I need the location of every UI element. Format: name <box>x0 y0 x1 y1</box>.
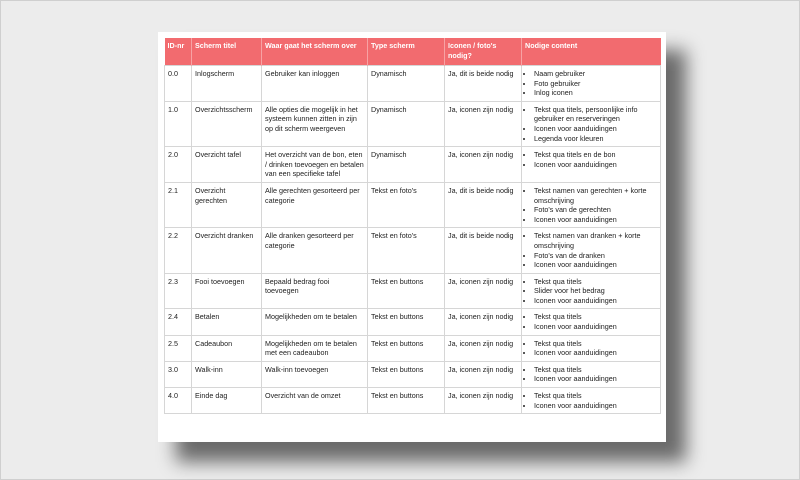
cell-content <box>522 66 661 102</box>
cell-screen-type: Tekst en buttons <box>368 309 445 335</box>
content-list-item: • Tekst namen van gerechten + korte omschrijving <box>534 186 657 205</box>
content-list-item: • Iconen voor aanduidingen <box>534 160 657 170</box>
cell-content <box>522 361 661 387</box>
cell-screen-type: Tekst en buttons <box>368 361 445 387</box>
cell-screen-type: Tekst en foto's <box>368 182 445 227</box>
content-list-item: • Iconen voor aanduidingen <box>534 322 657 332</box>
table-row <box>165 147 661 183</box>
cell-icons-photos: Ja, iconen zijn nodig <box>445 335 522 361</box>
content-list-item: • Iconen voor aanduidingen <box>534 296 657 306</box>
header-screen-title: Scherm titel <box>192 38 262 66</box>
content-list <box>525 391 657 410</box>
cell-screen-type: Dynamisch <box>368 101 445 146</box>
content-list-item: • Foto's van de dranken <box>534 251 657 261</box>
content-list <box>525 339 657 358</box>
cell-icons-photos: Ja, dit is beide nodig <box>445 66 522 102</box>
content-list-item: • Iconen voor aanduidingen <box>534 124 657 134</box>
cell-description: Mogelijkheden om te betalen met een cadeaubon <box>262 335 368 361</box>
cell-screen-type: Tekst en buttons <box>368 335 445 361</box>
table-row <box>165 66 661 102</box>
cell-screen-type: Tekst en buttons <box>368 273 445 309</box>
cell-screen-title: Overzicht gerechten <box>192 182 262 227</box>
table-header-row <box>165 38 661 66</box>
cell-description: Bepaald bedrag fooi toevoegen <box>262 273 368 309</box>
content-list-item: • Iconen voor aanduidingen <box>534 374 657 384</box>
cell-icons-photos: Ja, iconen zijn nodig <box>445 309 522 335</box>
cell-id: 2.0 <box>165 147 192 183</box>
cell-content <box>522 101 661 146</box>
content-list-item: • Tekst qua titels <box>534 365 657 375</box>
cell-screen-title: Betalen <box>192 309 262 335</box>
cell-description: Het overzicht van de bon, eten / drinken toevoegen en betalen van een specifieke tafel <box>262 147 368 183</box>
cell-icons-photos: Ja, dit is beide nodig <box>445 182 522 227</box>
table-row <box>165 361 661 387</box>
cell-content <box>522 147 661 183</box>
cell-description: Overzicht van de omzet <box>262 388 368 414</box>
cell-id: 2.4 <box>165 309 192 335</box>
cell-content <box>522 309 661 335</box>
cell-icons-photos: Ja, iconen zijn nodig <box>445 388 522 414</box>
cell-description: Gebruiker kan inloggen <box>262 66 368 102</box>
cell-content <box>522 273 661 309</box>
cell-screen-title: Overzicht dranken <box>192 228 262 273</box>
cell-screen-title: Overzichtsscherm <box>192 101 262 146</box>
cell-screen-title: Overzicht tafel <box>192 147 262 183</box>
content-list <box>525 277 657 306</box>
header-id: ID-nr <box>165 38 192 66</box>
content-list-item: • Iconen voor aanduidingen <box>534 260 657 270</box>
cell-screen-title: Cadeaubon <box>192 335 262 361</box>
content-list-item: • Inlog iconen <box>534 88 657 98</box>
cell-icons-photos: Ja, iconen zijn nodig <box>445 147 522 183</box>
cell-id: 0.0 <box>165 66 192 102</box>
content-list <box>525 365 657 384</box>
table-row <box>165 309 661 335</box>
cell-description: Mogelijkheden om te betalen <box>262 309 368 335</box>
table-row <box>165 273 661 309</box>
content-list-item: • Tekst qua titels <box>534 391 657 401</box>
cell-screen-title: Einde dag <box>192 388 262 414</box>
screens-table <box>164 38 661 414</box>
cell-icons-photos: Ja, iconen zijn nodig <box>445 361 522 387</box>
content-list-item: • Tekst qua titels <box>534 339 657 349</box>
cell-content <box>522 335 661 361</box>
cell-id: 2.5 <box>165 335 192 361</box>
content-list-item: • Tekst qua titels <box>534 312 657 322</box>
cell-screen-title: Inlogscherm <box>192 66 262 102</box>
cell-id: 1.0 <box>165 101 192 146</box>
cell-description: Alle gerechten gesorteerd per categorie <box>262 182 368 227</box>
cell-screen-title: Fooi toevoegen <box>192 273 262 309</box>
table-row <box>165 228 661 273</box>
table-row <box>165 182 661 227</box>
cell-screen-title: Walk-inn <box>192 361 262 387</box>
content-list <box>525 312 657 331</box>
document-page <box>158 32 666 442</box>
cell-icons-photos: Ja, iconen zijn nodig <box>445 273 522 309</box>
content-list <box>525 150 657 169</box>
cell-content <box>522 182 661 227</box>
content-list-item: • Tekst qua titels, persoonlijke info gebruiker en reserveringen <box>534 105 657 124</box>
cell-screen-type: Dynamisch <box>368 147 445 183</box>
cell-icons-photos: Ja, dit is beide nodig <box>445 228 522 273</box>
cell-description: Alle dranken gesorteerd per categorie <box>262 228 368 273</box>
content-list <box>525 231 657 269</box>
cell-screen-type: Tekst en buttons <box>368 388 445 414</box>
cell-id: 4.0 <box>165 388 192 414</box>
content-list-item: • Foto gebruiker <box>534 79 657 89</box>
table-row <box>165 335 661 361</box>
content-list-item: • Slider voor het bedrag <box>534 286 657 296</box>
content-list-item: • Tekst qua titels en de bon <box>534 150 657 160</box>
cell-description: Alle opties die mogelijk in het systeem kunnen zitten in zijn op dit scherm weergeven <box>262 101 368 146</box>
header-icons-photos: Iconen / foto's nodig? <box>445 38 522 66</box>
table-row <box>165 388 661 414</box>
cell-icons-photos: Ja, iconen zijn nodig <box>445 101 522 146</box>
header-screen-type: Type scherm <box>368 38 445 66</box>
header-description: Waar gaat het scherm over <box>262 38 368 66</box>
content-list <box>525 105 657 143</box>
cell-screen-type: Dynamisch <box>368 66 445 102</box>
content-list-item: • Foto's van de gerechten <box>534 205 657 215</box>
content-list-item: • Tekst qua titels <box>534 277 657 287</box>
cell-id: 2.2 <box>165 228 192 273</box>
content-list <box>525 69 657 98</box>
content-list-item: • Iconen voor aanduidingen <box>534 215 657 225</box>
cell-id: 2.3 <box>165 273 192 309</box>
cell-id: 2.1 <box>165 182 192 227</box>
cell-id: 3.0 <box>165 361 192 387</box>
content-list-item: • Iconen voor aanduidingen <box>534 401 657 411</box>
content-list <box>525 186 657 224</box>
content-list-item: • Naam gebruiker <box>534 69 657 79</box>
content-list-item: • Tekst namen van dranken + korte omschrijving <box>534 231 657 250</box>
content-list-item: • Iconen voor aanduidingen <box>534 348 657 358</box>
header-content: Nodige content <box>522 38 661 66</box>
cell-description: Walk-inn toevoegen <box>262 361 368 387</box>
table-row <box>165 101 661 146</box>
cell-screen-type: Tekst en foto's <box>368 228 445 273</box>
content-list-item: • Legenda voor kleuren <box>534 134 657 144</box>
cell-content <box>522 388 661 414</box>
cell-content <box>522 228 661 273</box>
